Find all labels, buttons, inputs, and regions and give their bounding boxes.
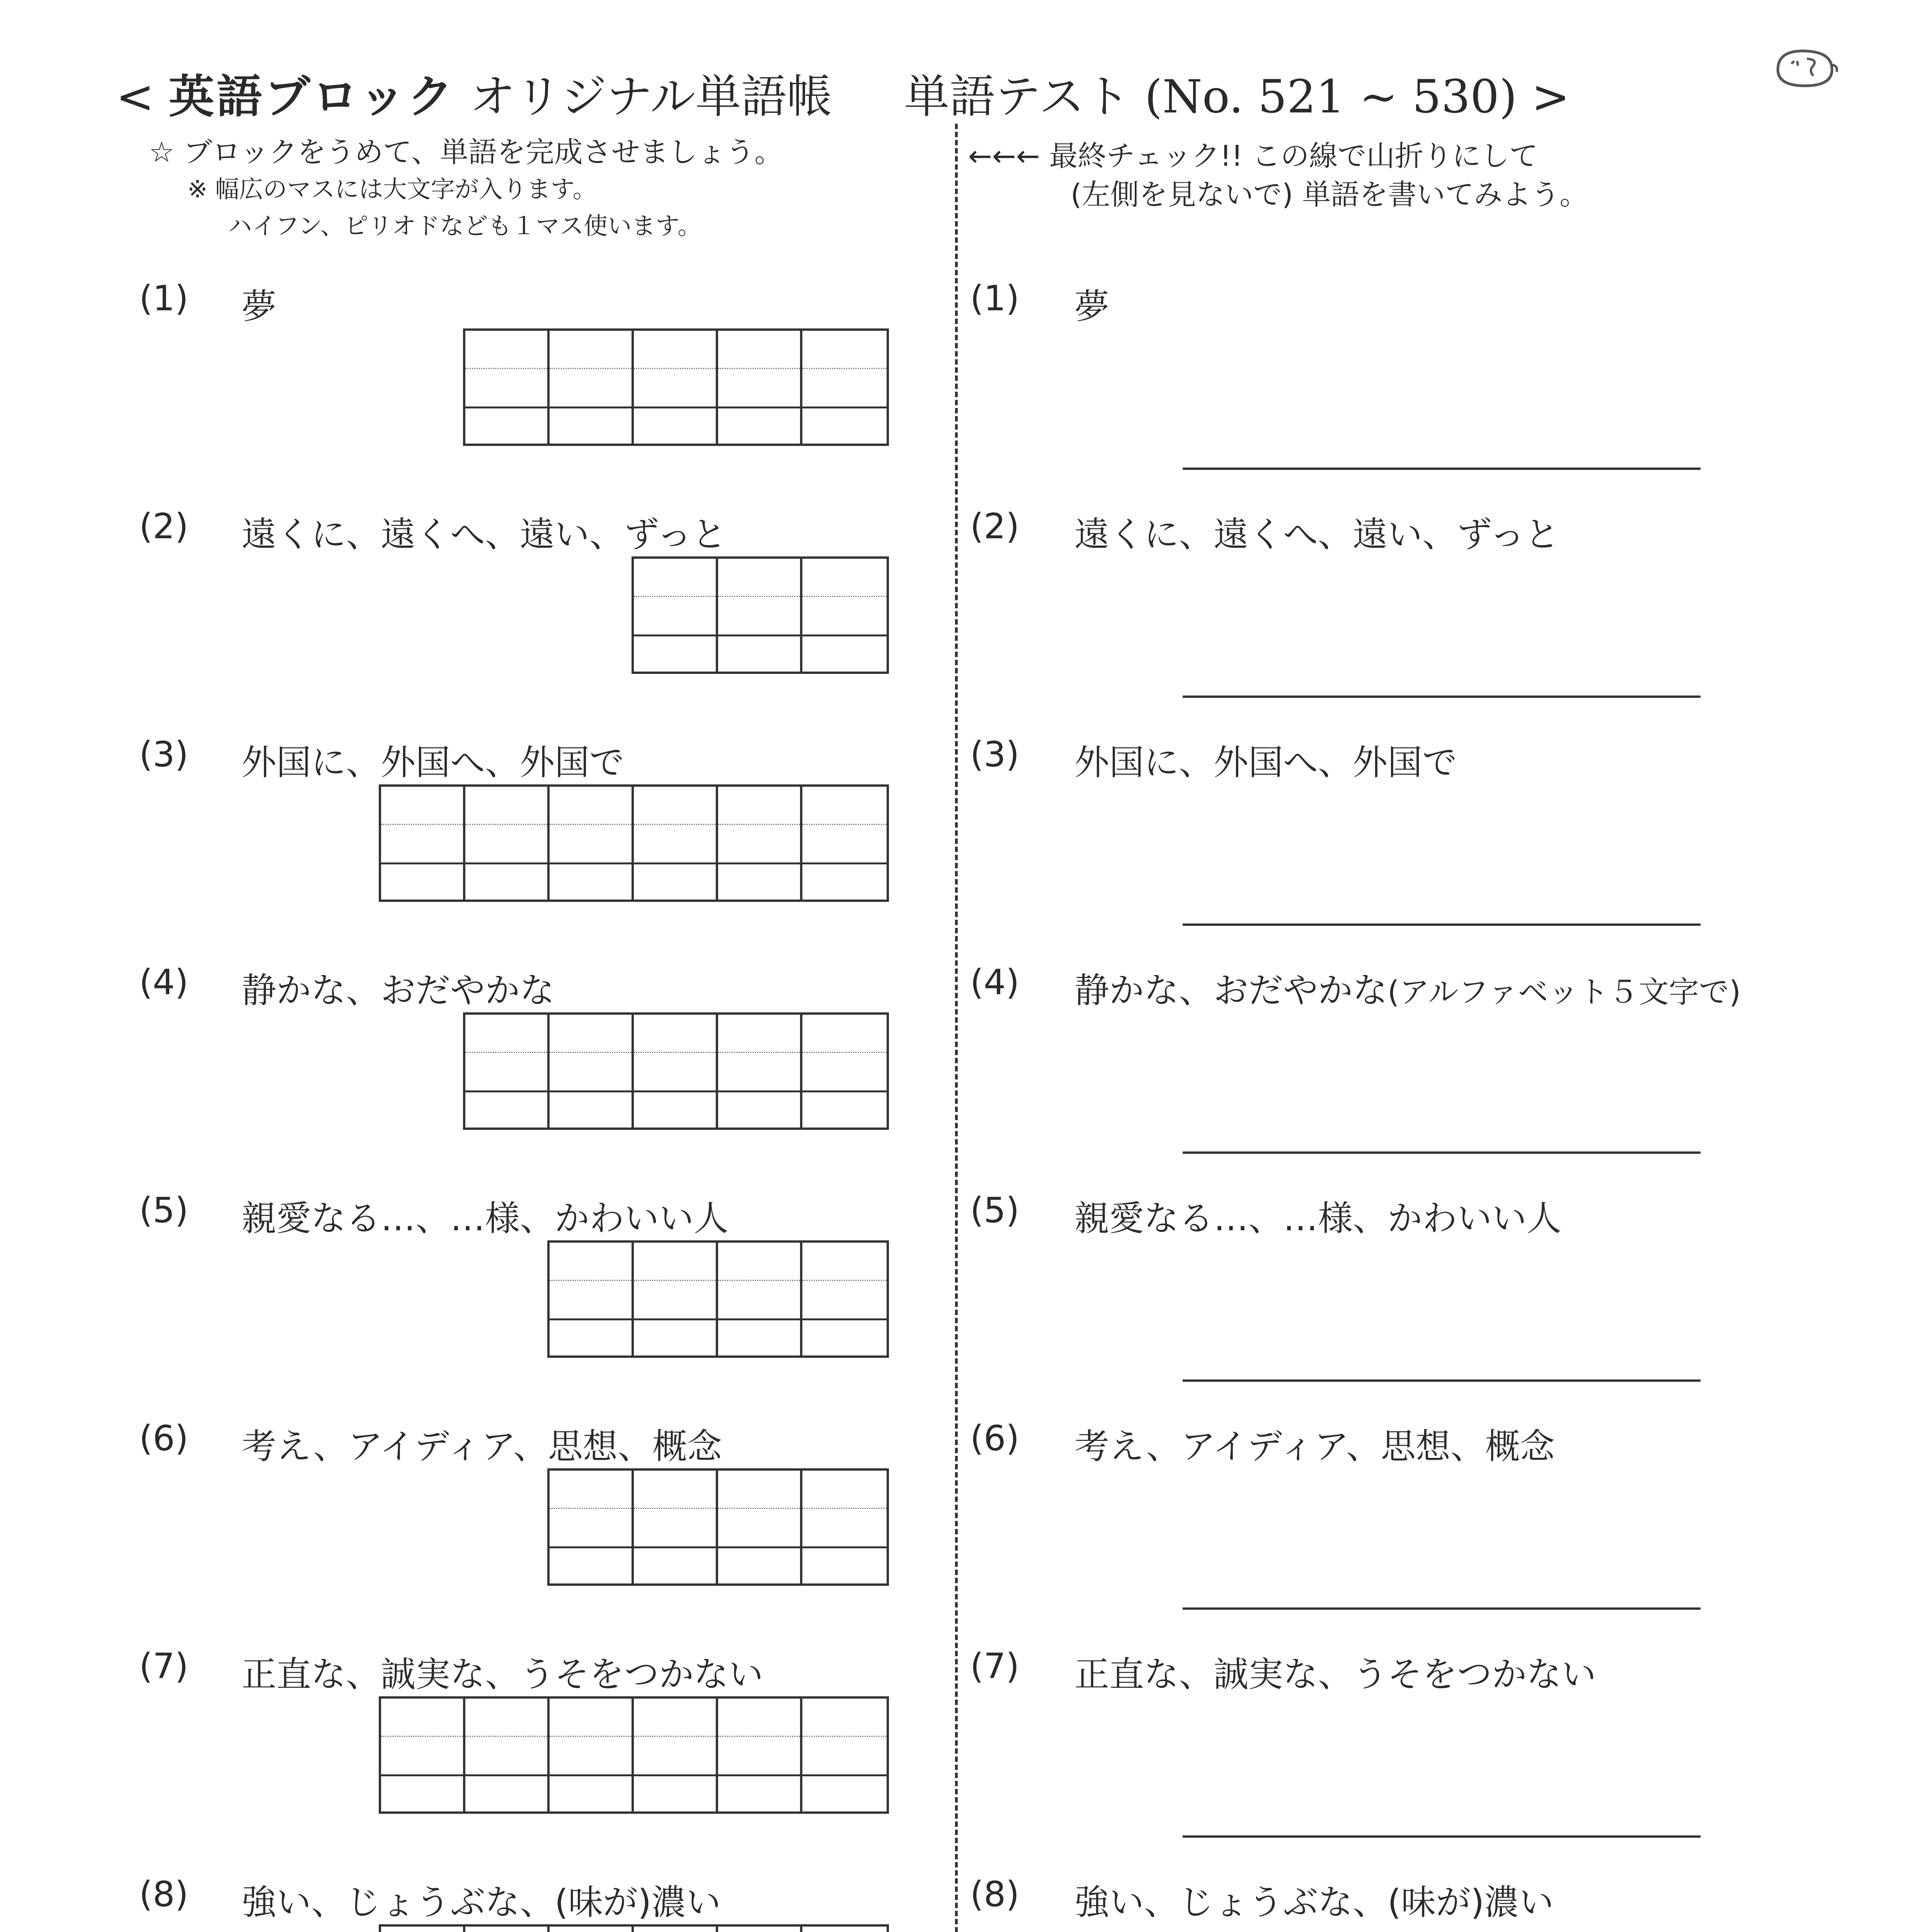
question-number: (3) bbox=[139, 734, 189, 775]
question-text: 外国に、外国へ、外国で bbox=[1074, 742, 1457, 783]
question-text: 正直な、誠実な、うそをつかない bbox=[242, 1654, 763, 1695]
question-number: (4) bbox=[970, 962, 1020, 1003]
question-hint-note: (アルファベット５文字で) bbox=[1388, 975, 1741, 1010]
question-number: (8) bbox=[970, 1874, 1020, 1915]
question-text: 親愛なる…、…様、かわいい人 bbox=[242, 1198, 729, 1239]
question-number: (5) bbox=[970, 1190, 1020, 1231]
question-text: 夢 bbox=[242, 286, 276, 327]
letter-box[interactable] bbox=[634, 1471, 718, 1583]
title-close-bracket: > bbox=[1531, 70, 1570, 123]
letter-box[interactable] bbox=[718, 559, 802, 672]
letter-grid[interactable] bbox=[379, 784, 889, 902]
question-right bbox=[970, 278, 1820, 495]
question-text: 遠くに、遠くへ、遠い、ずっと bbox=[242, 514, 727, 555]
question-number: (7) bbox=[139, 1646, 189, 1687]
letter-box[interactable] bbox=[550, 331, 634, 444]
instruction-right-2: (左側を見ないで) 単語を書いてみよう。 bbox=[1071, 178, 1588, 211]
question-right bbox=[970, 1418, 1820, 1634]
letter-box[interactable] bbox=[718, 1015, 802, 1128]
fold-divider-line bbox=[955, 124, 958, 1932]
letter-box[interactable] bbox=[550, 1015, 634, 1128]
letter-box[interactable] bbox=[550, 1243, 634, 1355]
letter-box[interactable] bbox=[718, 331, 802, 444]
letter-box[interactable] bbox=[550, 1699, 634, 1811]
letter-box[interactable] bbox=[381, 1927, 465, 1932]
letter-box[interactable] bbox=[550, 1927, 634, 1932]
question-number: (3) bbox=[970, 734, 1020, 775]
question-right bbox=[970, 1646, 1820, 1862]
letter-box[interactable] bbox=[634, 1015, 718, 1128]
letter-box[interactable] bbox=[718, 1699, 802, 1811]
question-right bbox=[970, 1874, 1820, 1932]
question-left bbox=[139, 1418, 904, 1634]
letter-box[interactable] bbox=[802, 331, 887, 444]
question-number: (5) bbox=[139, 1190, 189, 1231]
question-number: (8) bbox=[139, 1874, 189, 1915]
question-left bbox=[139, 734, 904, 951]
letter-box[interactable] bbox=[634, 331, 718, 444]
letter-box[interactable] bbox=[718, 1243, 802, 1355]
question-text: 夢 bbox=[1074, 286, 1109, 327]
page-title bbox=[116, 60, 1570, 126]
letter-box[interactable] bbox=[550, 1471, 634, 1583]
letter-box[interactable] bbox=[465, 1927, 550, 1932]
question-number: (2) bbox=[970, 506, 1020, 547]
letter-box[interactable] bbox=[465, 331, 550, 444]
title-number-range: (No. 521 ~ 530) bbox=[1144, 70, 1517, 123]
answer-line[interactable] bbox=[1183, 468, 1701, 470]
letter-box[interactable] bbox=[381, 787, 465, 900]
question-right bbox=[970, 962, 1820, 1179]
letter-box[interactable] bbox=[634, 1699, 718, 1811]
answer-line[interactable] bbox=[1183, 1835, 1701, 1838]
letter-grid[interactable] bbox=[463, 1012, 889, 1130]
mascot-icon bbox=[1770, 43, 1840, 93]
letter-box[interactable] bbox=[802, 1015, 887, 1128]
letter-box[interactable] bbox=[634, 787, 718, 900]
instruction-left-3: ハイフン、ピリオドなども１マス使います。 bbox=[228, 212, 702, 240]
question-left bbox=[139, 278, 904, 495]
question-left bbox=[139, 1646, 904, 1862]
question-number: (1) bbox=[139, 278, 189, 319]
question-text: 強い、じょうぶな、(味が)濃い bbox=[242, 1882, 721, 1923]
instruction-left-1: ☆ ブロックをうめて、単語を完成させましょう。 bbox=[149, 136, 783, 169]
title-main: オリジナル単語帳 bbox=[470, 70, 833, 123]
question-text: 正直な、誠実な、うそをつかない bbox=[1074, 1654, 1596, 1695]
letter-box[interactable] bbox=[550, 787, 634, 900]
question-text-main: 静かな、おだやかな bbox=[1074, 970, 1388, 1011]
letter-box[interactable] bbox=[465, 1015, 550, 1128]
letter-box[interactable] bbox=[634, 1243, 718, 1355]
letter-box[interactable] bbox=[802, 1243, 887, 1355]
letter-box[interactable] bbox=[465, 1699, 550, 1811]
instruction-left-2: ※ 幅広のマスには大文字が入ります。 bbox=[187, 175, 597, 203]
letter-box[interactable] bbox=[802, 1699, 887, 1811]
question-right bbox=[970, 1190, 1820, 1406]
question-text: 親愛なる…、…様、かわいい人 bbox=[1074, 1198, 1561, 1239]
letter-grid[interactable] bbox=[463, 328, 889, 446]
answer-line[interactable] bbox=[1183, 923, 1701, 926]
question-right bbox=[970, 506, 1820, 723]
question-number: (6) bbox=[139, 1418, 189, 1459]
letter-box[interactable] bbox=[718, 1927, 802, 1932]
question-text: 外国に、外国へ、外国で bbox=[242, 742, 624, 783]
question-text: 考え、アイディア、思想、概念 bbox=[1074, 1426, 1555, 1467]
letter-box[interactable] bbox=[802, 1927, 887, 1932]
question-number: (7) bbox=[970, 1646, 1020, 1687]
question-left bbox=[139, 506, 904, 723]
letter-box[interactable] bbox=[718, 1471, 802, 1583]
question-left bbox=[139, 1874, 904, 1932]
letter-box[interactable] bbox=[802, 1471, 887, 1583]
letter-grid[interactable] bbox=[379, 1924, 889, 1932]
answer-line[interactable] bbox=[1183, 1607, 1701, 1610]
instruction-right-1: ←←← 最終チェック!! この線で山折りにして bbox=[968, 139, 1538, 173]
answer-line[interactable] bbox=[1183, 1379, 1701, 1382]
letter-grid[interactable] bbox=[632, 556, 889, 674]
question-text: 強い、じょうぶな、(味が)濃い bbox=[1074, 1882, 1554, 1923]
letter-grid[interactable] bbox=[547, 1240, 889, 1358]
letter-box[interactable] bbox=[634, 559, 718, 672]
question-number: (1) bbox=[970, 278, 1020, 319]
question-left bbox=[139, 962, 904, 1179]
letter-box[interactable] bbox=[381, 1699, 465, 1811]
question-left bbox=[139, 1190, 904, 1406]
question-text: 考え、アイディア、思想、概念 bbox=[242, 1426, 722, 1467]
letter-box[interactable] bbox=[802, 559, 887, 672]
title-open-bracket: < bbox=[116, 70, 154, 123]
answer-line[interactable] bbox=[1183, 696, 1701, 698]
question-number: (6) bbox=[970, 1418, 1020, 1459]
letter-box[interactable] bbox=[802, 787, 887, 900]
title-subtitle: 単語テスト bbox=[904, 70, 1130, 123]
answer-line[interactable] bbox=[1183, 1151, 1701, 1154]
question-number: (2) bbox=[139, 506, 189, 547]
letter-box[interactable] bbox=[465, 787, 550, 900]
letter-box[interactable] bbox=[634, 1927, 718, 1932]
question-number: (4) bbox=[139, 962, 189, 1003]
question-right bbox=[970, 734, 1820, 951]
question-text bbox=[1074, 962, 1741, 1012]
letter-box[interactable] bbox=[718, 787, 802, 900]
question-text: 静かな、おだやかな bbox=[242, 970, 555, 1011]
letter-grid[interactable] bbox=[547, 1468, 889, 1586]
brand-logo-text: 英語ブロック bbox=[169, 70, 456, 123]
letter-grid[interactable] bbox=[379, 1696, 889, 1814]
question-text: 遠くに、遠くへ、遠い、ずっと bbox=[1074, 514, 1559, 555]
